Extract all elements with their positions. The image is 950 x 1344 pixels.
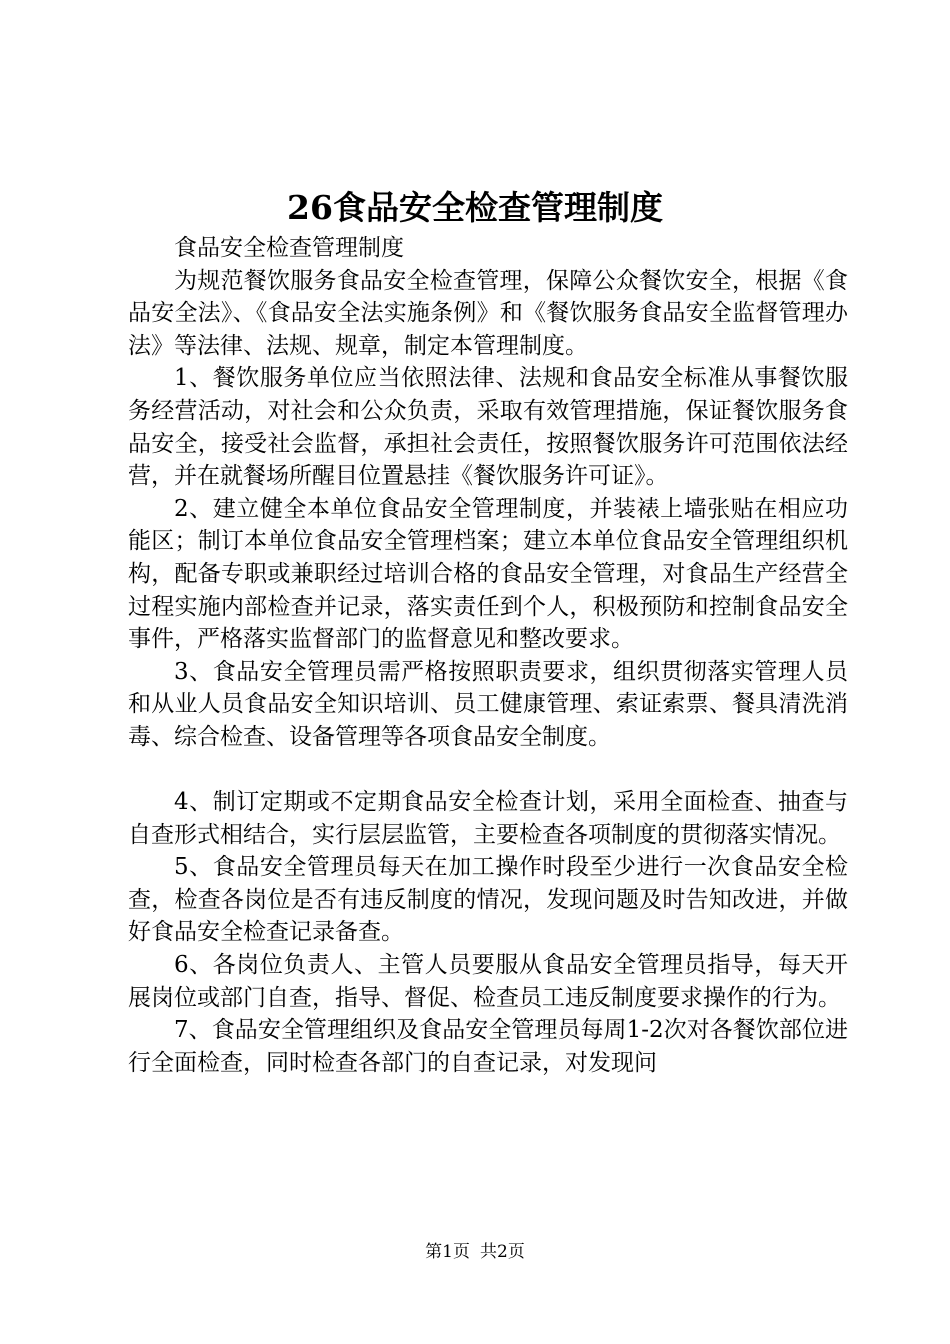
paragraph-intro: 为规范餐饮服务食品安全检查管理，保障公众餐饮安全，根据《食品安全法》、《食品安全法实施条例》和《餐饮服务食品安全监督管理办法》等法律、法规、规章，制定本管理制度。 (128, 267, 848, 359)
paragraph-1: 1、餐饮服务单位应当依照法律、法规和食品安全标准从事餐饮服务经营活动，对社会和公众负责，采取有效管理措施，保证餐饮服务食品安全，接受社会监督，承担社会责任，按照餐饮服务许可范围依法经营，并在就餐场所醒目位置悬挂《餐饮服务许可证》。 (128, 365, 848, 490)
paragraph-6: 6、各岗位负责人、主管人员要服从食品安全管理员指导，每天开展岗位或部门自查，指导、督促、检查员工违反制度要求操作的行为。 (128, 952, 848, 1011)
paragraph-4: 4、制订定期或不定期食品安全检查计划，采用全面检查、抽查与自查形式相结合，实行层层监管，主要检查各项制度的贯彻落实情况。 (128, 789, 848, 848)
page-number: 第1页 (425, 1242, 470, 1262)
page-footer (0, 1240, 950, 1264)
paragraph-2: 2、建立健全本单位食品安全管理制度，并装裱上墙张贴在相应功能区；制订本单位食品安全管理档案；建立本单位食品安全管理组织机构，配备专职或兼职经过培训合格的食品安全管理，对食品生产经营全过程实施内部检查并记录，落实责任到个人，积极预防和控制食品安全事件，严格落实监督部门的监督意见和整改要求。 (128, 495, 848, 653)
document-subtitle: 食品安全检查管理制度 (174, 235, 404, 261)
paragraph-7: 7、食品安全管理组织及食品安全管理员每周1-2次对各餐饮部位进行全面检查，同时检查各部门的自查记录，对发现问 (128, 1017, 848, 1076)
paragraph-5: 5、食品安全管理员每天在加工操作时段至少进行一次食品安全检查，检查各岗位是否有违反制度的情况，发现问题及时告知改进，并做好食品安全检查记录备查。 (128, 854, 848, 946)
document-body (128, 232, 848, 1079)
paragraph-3: 3、食品安全管理员需严格按照职责要求，组织贯彻落实管理人员和从业人员食品安全知识培训、员工健康管理、索证索票、餐具清洗消毒、综合检查、设备管理等各项食品安全制度。 (128, 658, 848, 750)
page-total: 共2页 (480, 1242, 525, 1262)
document-title: 26食品安全检查管理制度 (287, 188, 663, 227)
